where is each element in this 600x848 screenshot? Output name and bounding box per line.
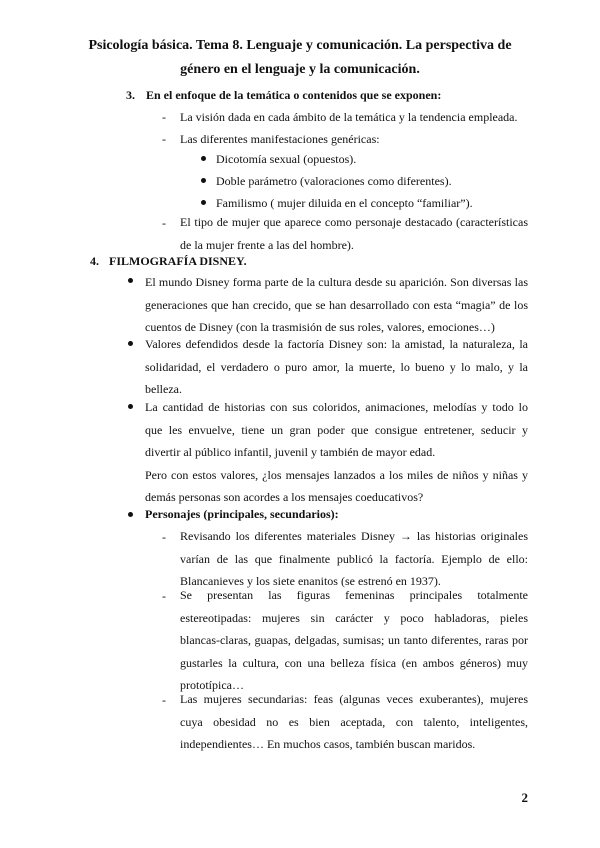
text-line: El mundo Disney forma parte de la cultura desde su aparición. Son diversas las — [145, 275, 528, 289]
bullet-icon — [201, 178, 206, 183]
title-line-1: Psicología básica. Tema 8. Lenguaje y comunicación. La perspectiva de — [88, 38, 512, 53]
text-line: de la mujer frente a las del hombre). — [180, 237, 354, 252]
bullet-icon — [201, 156, 206, 161]
section-3-subitem-3: Familismo ( mujer diluida en el concepto “familiar”). — [216, 196, 473, 210]
section-4-heading: FILMOGRAFÍA DISNEY. — [109, 254, 247, 268]
dash-marker: - — [162, 110, 166, 124]
text-line: Valores defendidos desde la factoría Disney son: la amistad, la naturaleza, la — [145, 337, 528, 351]
text-line: cuya obesidad no es bien aceptada, con talento, inteligentes, — [180, 714, 528, 729]
bullet-icon — [128, 512, 133, 517]
section-3-item-1: La visión dada en cada ámbito de la temática y la tendencia empleada. — [180, 110, 518, 124]
bullet-icon — [128, 278, 133, 283]
text-line: belleza. — [145, 382, 182, 397]
text-line: estereotipadas: mujeres sin carácter y poco habladoras, pieles — [180, 610, 528, 625]
dash-marker: - — [162, 530, 166, 544]
text-line: blancas-claras, guapas, delgadas, sumisas; un tanto diferentes, raras por — [180, 633, 528, 648]
characters-item-3 — [180, 688, 528, 756]
section-4-number: 4. — [90, 254, 99, 268]
text-line: divertir al público infantil, juvenil y también de mayor edad. — [145, 445, 436, 460]
bullet-paragraph-2 — [145, 333, 528, 401]
text-line: Pero con estos valores, ¿los mensajes lanzados a los miles de niños y niñas y — [145, 467, 528, 482]
dash-marker: - — [162, 589, 166, 603]
bullet-icon — [201, 200, 206, 205]
page-title — [60, 34, 540, 82]
text-line: La cantidad de historias con sus coloridos, animaciones, melodías y todo lo — [145, 400, 528, 414]
text-line: Blancanieves y los siete enanitos (se estrenó en 1937). — [180, 574, 441, 589]
text-line: gustarles la cultura, con una belleza física (en ambos géneros) muy — [180, 655, 528, 670]
page-number: 2 — [521, 790, 528, 805]
dash-marker: - — [162, 216, 166, 230]
bullet-4-heading: Personajes (principales, secundarios): — [145, 507, 339, 521]
title-line-2: género en el lenguaje y la comunicación. — [180, 62, 420, 77]
characters-item-2 — [180, 584, 528, 697]
text-line: Se presentan las figuras femeninas principales totalmente — [180, 588, 528, 602]
text-line: El tipo de mujer que aparece como personaje destacado (características — [180, 215, 528, 229]
text-line: generaciones que han crecido, que se han desarrollado con esta “magia” de los — [145, 297, 528, 312]
text-line: cuentos de Disney (con la trasmisión de sus roles, valores, emociones…) — [145, 320, 495, 335]
text-line: Las mujeres secundarias: feas (algunas veces exuberantes), mujeres — [180, 692, 528, 706]
dash-marker: - — [162, 132, 166, 146]
bullet-icon — [128, 341, 133, 346]
section-3-subitem-2: Doble parámetro (valoraciones como diferentes). — [216, 174, 452, 188]
section-3-number: 3. — [126, 88, 135, 102]
text-line: prototípica… — [180, 678, 244, 693]
bullet-paragraph-1 — [145, 271, 528, 339]
section-3-item-2: Las diferentes manifestaciones genéricas: — [180, 132, 380, 146]
characters-item-1 — [180, 525, 528, 593]
section-3-subitem-1: Dicotomía sexual (opuestos). — [216, 152, 357, 166]
bullet-icon — [128, 404, 133, 409]
text-line: varían de las que finalmente publicó la factoría. Ejemplo de ello: — [180, 551, 528, 566]
text-line: independientes… En muchos casos, también buscan maridos. — [180, 737, 476, 752]
text-line: Revisando los diferentes materiales Disney → las historias originales — [180, 529, 528, 543]
text-line: que les envuelve, tiene un gran poder que consigue entretener, seducir y — [145, 422, 528, 437]
text-line: demás personas son acordes a los mensajes coeducativos? — [145, 490, 424, 505]
text-line: solidaridad, el verdadero o puro amor, la muerte, lo bueno y lo malo, y la — [145, 359, 528, 374]
dash-marker: - — [162, 693, 166, 707]
bullet-paragraph-3 — [145, 396, 528, 509]
section-3-heading: En el enfoque de la temática o contenidos que se exponen: — [146, 88, 442, 102]
